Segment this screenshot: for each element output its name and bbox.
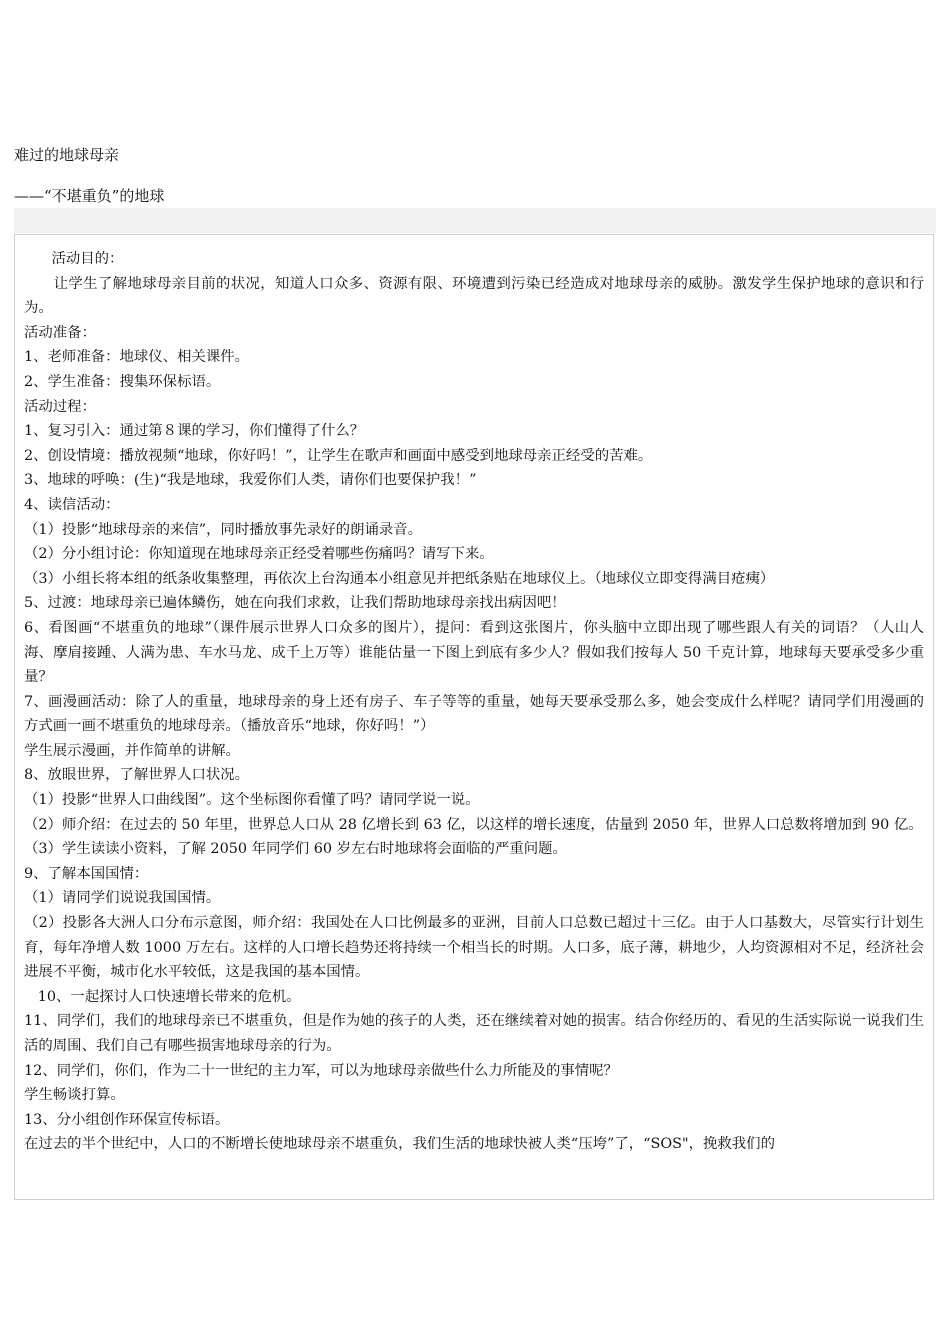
content-line: 7、画漫画活动：除了人的重量，地球母亲的身上还有房子、车子等等的重量，她每天要承受那么多，她会变成什么样呢？请同学们用漫画的方式画一画不堪重负的地球母亲。（播放音乐“地球，你好吗！”）	[24, 693, 924, 735]
content-line: 6、看图画“不堪重负的地球”（课件展示世界人口众多的图片），提问：看到这张图片，你头脑中立即出现了哪些跟人有关的词语？（人山人海、摩肩接踵、人满为患、车水马龙、成千上万等）谁能估量一下图上到底有多少人？假如我们按每人 50 千克计算，地球每天要承受多少重量？	[24, 619, 924, 686]
content-line: （1）投影“地球母亲的来信”，同时播放事先录好的朗诵录音。	[24, 521, 423, 538]
content-line: 2、学生准备：搜集环保标语。	[24, 373, 221, 390]
header-bar	[14, 208, 936, 233]
document-subtitle: ——“不堪重负”的地球	[14, 187, 165, 205]
content-line: 8、放眼世界，了解世界人口状况。	[24, 767, 250, 784]
content-line: 活动目的：	[24, 251, 124, 267]
content-line: 让学生了解地球母亲目前的状况，知道人口众多、资源有限、环境遭到污染已经造成对地球母亲的威胁。激发学生保护地球的意识和行为。	[24, 275, 924, 317]
content-line: 13、分小组创作环保宣传标语。	[24, 1111, 230, 1128]
content-line: 活动过程：	[24, 398, 96, 415]
content-line: 活动准备：	[24, 324, 96, 341]
content-line: 5、过渡：地球母亲已遍体鳞伤，她在向我们求救，让我们帮助地球母亲找出病因吧！	[24, 595, 566, 612]
content-line: 1、老师准备：地球仪、相关课件。	[24, 349, 250, 366]
content-line: （1）请同学们说说我国国情。	[24, 890, 221, 907]
content-line: （2）师介绍：在过去的 50 年里，世界总人口从 28 亿增长到 63 亿，以这样的增长速度，估量到 2050 年，世界人口总数将增加到 90 亿。	[24, 816, 923, 833]
content-line: （2）分小组讨论：你知道现在地球母亲正经受着哪些伤痛吗？请写下来。	[24, 546, 494, 563]
content-box	[14, 234, 934, 1200]
content-line: 10、一起探讨人口快速增长带来的危机。	[24, 988, 301, 1005]
content-line: （3）学生读读小资料，了解 2050 年同学们 60 岁左右时地球将会面临的严重问题。	[24, 841, 567, 858]
content-line: 9、了解本国国情：	[24, 865, 149, 882]
content-line: 3、地球的呼唤：(生)“我是地球，我爱你们人类，请你们也要保护我！”	[24, 472, 477, 489]
content-line: 11、同学们，我们的地球母亲已不堪重负，但是作为她的孩子的人类，还在继续着对她的损害。结合你经历的、看见的生活实际说一说我们生活的周围、我们自己有哪些损害地球母亲的行为。	[24, 1013, 924, 1054]
content-line: （2）投影各大洲人口分布示意图，师介绍：我国处在人口比例最多的亚洲，目前人口总数已超过十三亿。由于人口基数大，尽管实行计划生育，每年净增人数 1000 万左右。这样的人口增长趋势还将持续一个相当长的时期。人口多，底子薄，耕地少，人均资源相对不足，经济社会进展不平衡，城市化水平较低，这是我国的基本国情。	[24, 915, 924, 981]
content-line: 12、同学们，你们，作为二十一世纪的主力军，可以为地球母亲做些什么力所能及的事情呢？	[24, 1062, 618, 1079]
content-line: 1、复习引入：通过第８课的学习，你们懂得了什么？	[24, 423, 365, 440]
content-line: 2、创设情境：播放视频“地球，你好吗！”，让学生在歌声和画面中感受到地球母亲正经受的苦难。	[24, 447, 653, 464]
content-line: 4、读信活动：	[24, 496, 120, 513]
content-line: 学生展示漫画，并作简单的讲解。	[24, 742, 240, 759]
document-title: 难过的地球母亲	[14, 146, 120, 164]
content-line: 在过去的半个世纪中，人口的不断增长使地球母亲不堪重负，我们生活的地球快被人类“压垮”了，“SOS"，挽救我们的	[24, 1136, 775, 1153]
content-line: 学生畅谈打算。	[24, 1087, 125, 1104]
content-line: （3）小组长将本组的纸条收集整理，再依次上台沟通本小组意见并把纸条贴在地球仪上。（地球仪立即变得满目疮痍）	[24, 570, 775, 587]
content-line: （1）投影“世界人口曲线图”。这个坐标图你看懂了吗？请同学说一说。	[24, 792, 480, 809]
